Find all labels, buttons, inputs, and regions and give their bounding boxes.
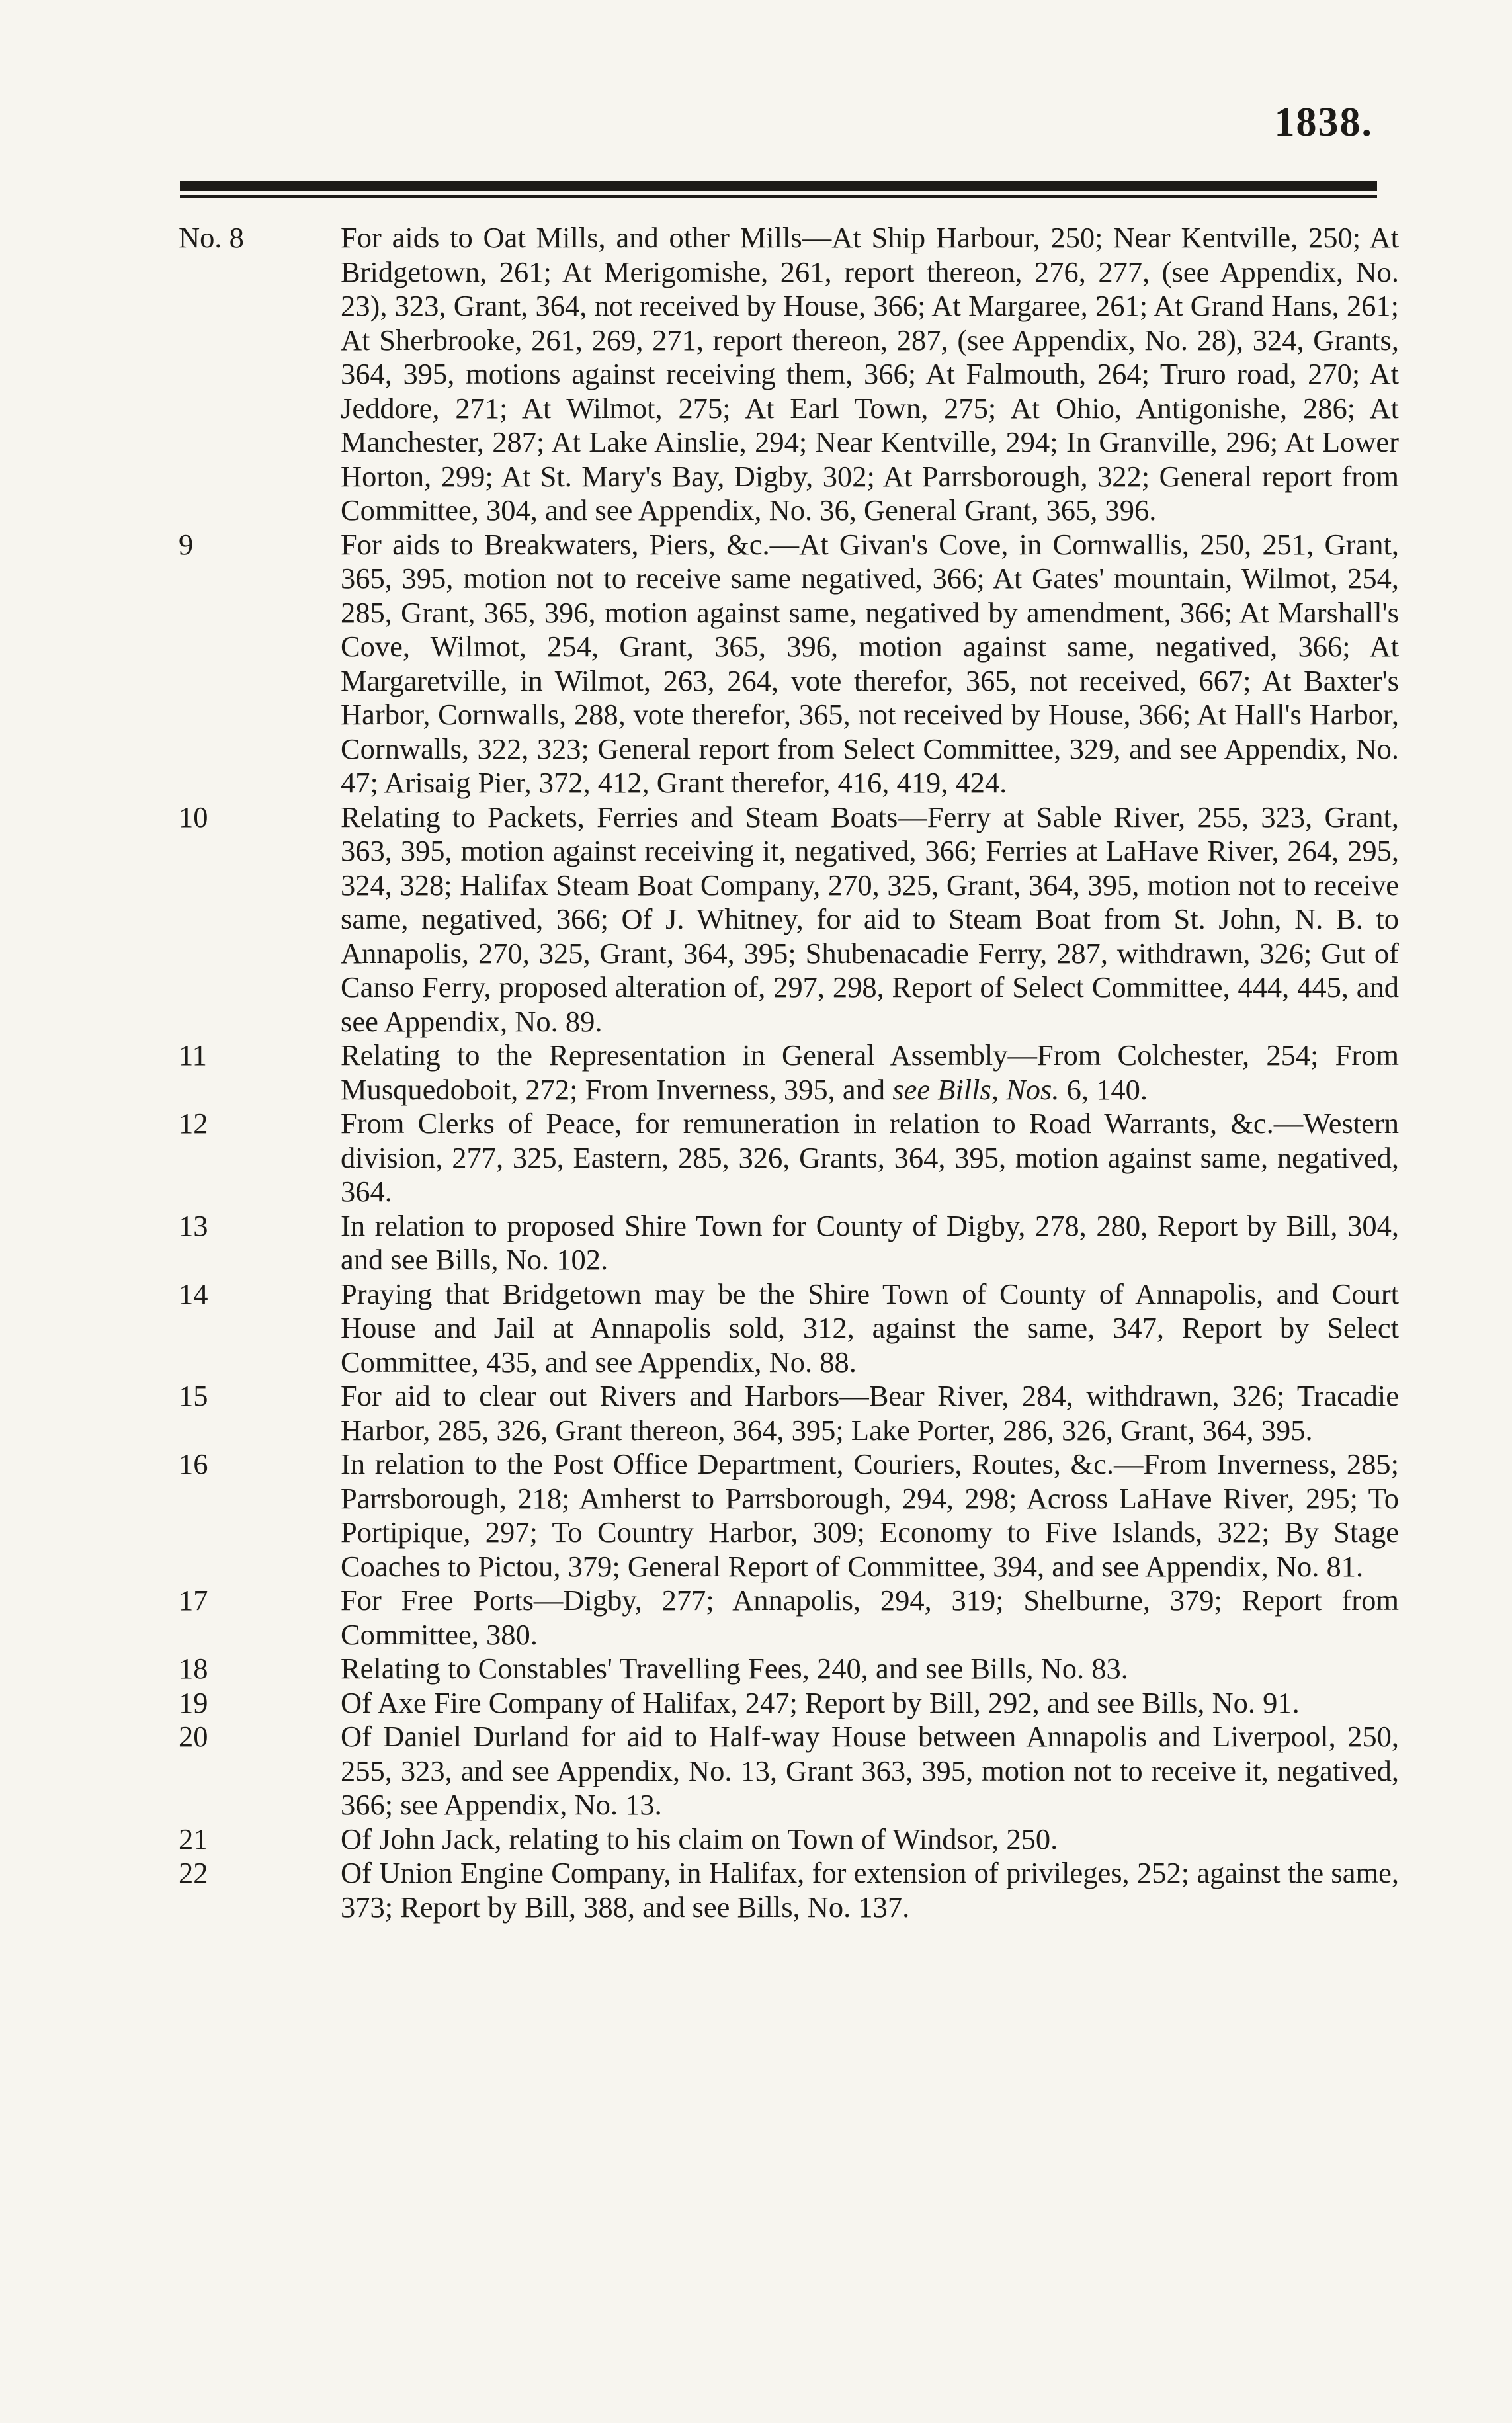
entry-text: Relating to Constables' Travelling Fees, 240, and see Bills, No. 83. [341, 1652, 1128, 1685]
entry-number: 14 [179, 1277, 208, 1310]
entry-text: For aids to Breakwaters, Piers, &c.—At Givan's Cove, in Cornwallis, 250, 251, Grant, 365, 395, motion not to receive same negatived, 366; At Gates' mountain, Wilmot, 254, 285, Grant, 365, 396, motion against same, negatived by amendment, 366; At Marshall's Cove, Wilmot, 254, Grant, 365, 396, motion against same, negatived, 366; At Margaretville, in Wilmot, 263, 264, vote therefor, 365, not received, 667; At Baxter's Harbor, Cornwalls, 288, vote therefor, 365, not received by House, 366; At Hall's Harbor, Cornwalls, 322, 323; General report from Select Committee, 329, and see Appendix, No. 47; Arisaig Pier, 372, 412, Grant therefor, 416, 419, 424. [341, 527, 1399, 799]
entry-number: 18 [179, 1652, 208, 1685]
entry-number: 15 [179, 1379, 208, 1412]
entry-number: 21 [179, 1822, 208, 1855]
entry-text: From Clerks of Peace, for remuneration in relation to Road Warrants, &c.—Western division, 277, 325, Eastern, 285, 326, Grants, 364, 395, motion against same, negatived, 364. [341, 1107, 1399, 1208]
entry-number: 13 [179, 1209, 208, 1242]
entry-number: 9 [179, 527, 194, 561]
entry-number: 20 [179, 1720, 208, 1753]
list-item [179, 1822, 1399, 1857]
entry-text: Praying that Bridgetown may be the Shire Town of County of Annapolis, and Court House and Jail at Annapolis sold, 312, against the same, 347, Report by Select Committee, 435, and see Appendix, No. 88. [341, 1277, 1399, 1379]
entry-text-plain: Relating to the Representation in General Assembly—From Colchester, 254; From Musquedoboit, 272; From Inverness, 395, and [341, 1039, 1399, 1106]
list-item [179, 800, 1399, 1039]
page-year-header: 1838. [1274, 100, 1373, 145]
entry-number: 11 [179, 1039, 207, 1072]
list-item [179, 1447, 1399, 1584]
list-item [179, 1584, 1399, 1652]
list-item [179, 1277, 1399, 1380]
list-item [179, 1856, 1399, 1924]
list-item [179, 528, 1399, 800]
petition-entries-list [179, 221, 1399, 1924]
entry-text [341, 1039, 1399, 1106]
entry-text: Of John Jack, relating to his claim on Town of Windsor, 250. [341, 1822, 1058, 1855]
entry-text: For Free Ports—Digby, 277; Annapolis, 294, 319; Shelburne, 379; Report from Committee, 380. [341, 1584, 1399, 1651]
list-item [179, 1107, 1399, 1209]
header-rule-thick [180, 181, 1377, 191]
entry-text: For aid to clear out Rivers and Harbors—Bear River, 284, withdrawn, 326; Tracadie Harbor, 285, 326, Grant thereon, 364, 395; Lake Porter, 286, 326, Grant, 364, 395. [341, 1379, 1399, 1447]
entry-text: In relation to proposed Shire Town for County of Digby, 278, 280, Report by Bill, 304, and see Bills, No. 102. [341, 1209, 1399, 1276]
entry-number: 12 [179, 1107, 208, 1140]
list-item [179, 1720, 1399, 1822]
entry-text: In relation to the Post Office Department, Couriers, Routes, &c.—From Inverness, 285; Parrsborough, 218; Amherst to Parrsborough, 294, 298; Across LaHave River, 295; To Portipique, 297; To Country Harbor, 309; Economy to Five Islands, 322; By Stage Coaches to Pictou, 379; General Report of Committee, 394, and see Appendix, No. 81. [341, 1447, 1399, 1583]
entry-number: 22 [179, 1856, 208, 1889]
entry-text: Relating to Packets, Ferries and Steam Boats—Ferry at Sable River, 255, 323, Grant, 363, 395, motion against receiving it, negatived, 366; Ferries at LaHave River, 264, 295, 324, 328; Halifax Steam Boat Company, 270, 325, Grant, 364, 395, motion not to receive same, negatived, 366; Of J. Whitney, for aid to Steam Boat from St. John, N. B. to Annapolis, 270, 325, Grant, 364, 395; Shubenacadie Ferry, 287, withdrawn, 326; Gut of Canso Ferry, proposed alteration of, 297, 298, Report of Select Committee, 444, 445, and see Appendix, No. 89. [341, 800, 1399, 1038]
entry-number: 17 [179, 1584, 208, 1617]
entry-number: 19 [179, 1685, 208, 1719]
entry-text: Of Axe Fire Company of Halifax, 247; Report by Bill, 292, and see Bills, No. 91. [341, 1685, 1300, 1719]
header-rule-thin [180, 195, 1377, 198]
list-item [179, 1652, 1399, 1686]
list-item [179, 1209, 1399, 1277]
entry-text: For aids to Oat Mills, and other Mills—At Ship Harbour, 250; Near Kentville, 250; At Bridgetown, 261; At Merigomishe, 261, report thereon, 276, 277, (see Appendix, No. 23), 323, Grant, 364, not received by House, 366; At Margaree, 261; At Grand Hans, 261; At Sherbrooke, 261, 269, 271, report thereon, 287, (see Appendix, No. 28), 324, Grants, 364, 395, motions against receiving them, 366; At Falmouth, 264; Truro road, 270; At Jeddore, 271; At Wilmot, 275; At Earl Town, 275; At Ohio, Antigonishe, 286; At Manchester, 287; At Lake Ainslie, 294; Near Kentville, 294; In Granville, 296; At Lower Horton, 299; At St. Mary's Bay, Digby, 302; At Parrsborough, 322; General report from Committee, 304, and see Appendix, No. 36, General Grant, 365, 396. [341, 221, 1399, 527]
entry-text: Of Daniel Durland for aid to Half-way House between Annapolis and Liverpool, 250, 255, 323, and see Appendix, No. 13, Grant 363, 395, motion not to receive it, negatived, 366; see Appendix, No. 13. [341, 1720, 1399, 1821]
list-item [179, 1039, 1399, 1107]
list-item [179, 221, 1399, 528]
entry-number: 10 [179, 800, 208, 833]
entry-text-italic: see Bills, Nos. [892, 1072, 1060, 1106]
list-item [179, 1379, 1399, 1447]
entry-text: Of Union Engine Company, in Halifax, for extension of privileges, 252; against the same, 373; Report by Bill, 388, and see Bills, No. 137. [341, 1856, 1399, 1924]
entry-number: No. 8 [179, 221, 244, 254]
entry-number: 16 [179, 1447, 208, 1480]
list-item [179, 1686, 1399, 1721]
entry-text-plain: 6, 140. [1059, 1072, 1148, 1106]
